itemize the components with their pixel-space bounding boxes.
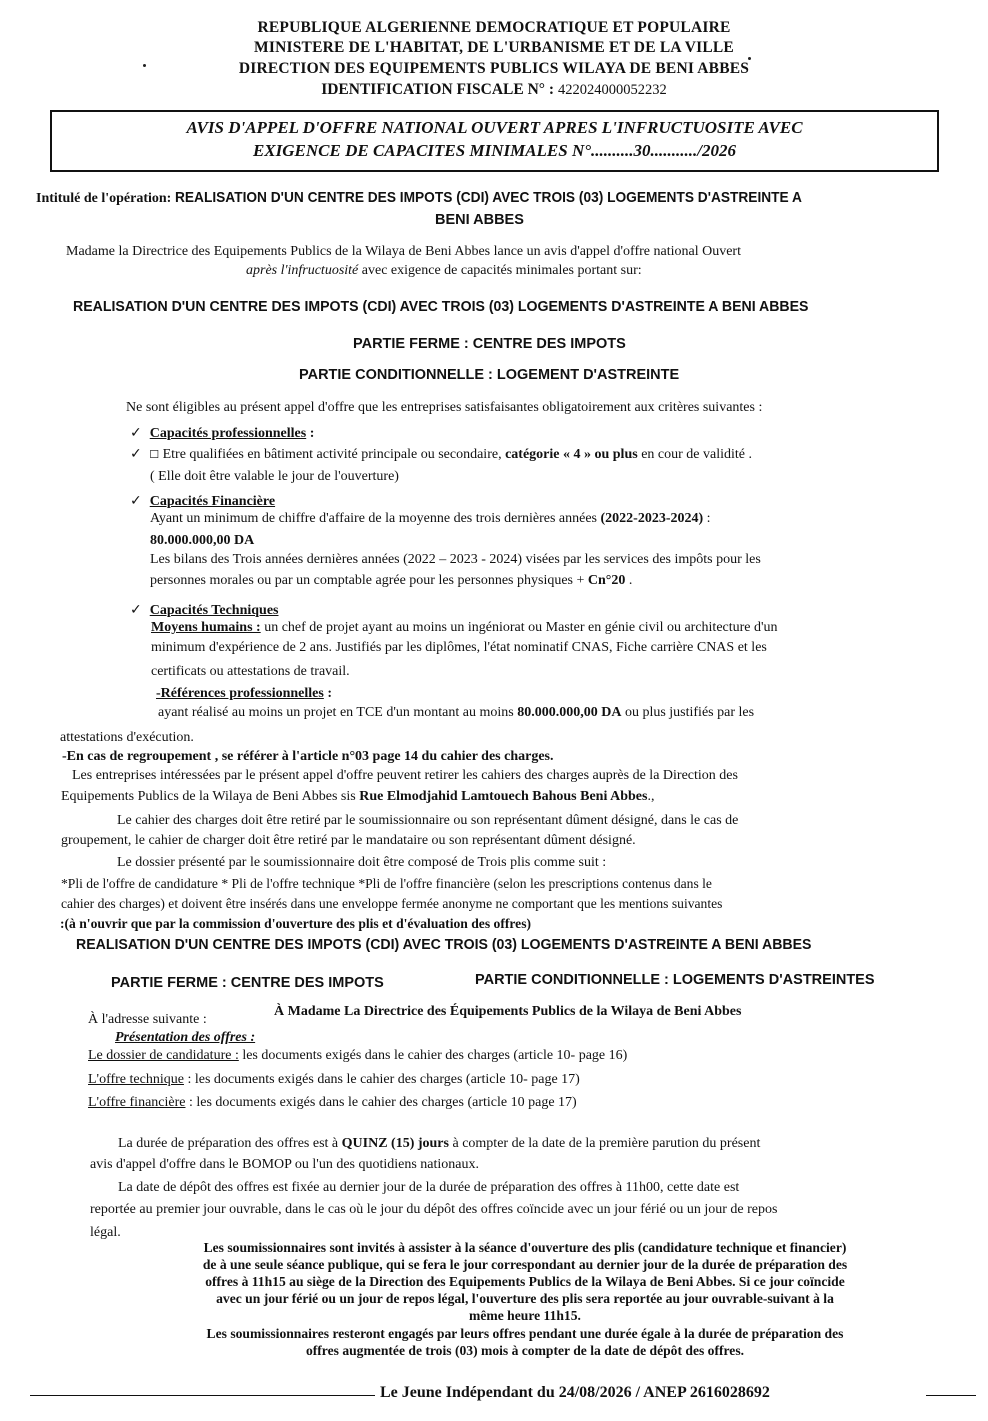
- fin-line4: [150, 573, 632, 589]
- retrait-line1: Les entreprises intéressées par le présent appel d'offre peuvent retirer les cahiers des charges auprès de la Direction des: [72, 768, 738, 783]
- eligibility-intro: Ne sont éligibles au présent appel d'offre que les entreprises satisfaisantes obligatoirement aux critères suivantes :: [126, 400, 763, 415]
- header-ministry: MINISTERE DE L'HABITAT, DE L'URBANISME ET DE LA VILLE: [254, 39, 734, 56]
- footer-publication: Le Jeune Indépendant du 24/08/2026 / ANEP 2616028692: [380, 1384, 770, 1401]
- prof-line2: ( Elle doit être valable le jour de l'ouverture): [150, 469, 399, 484]
- retrait-line4: groupement, le cahier de charger doit être retiré par le mandataire ou son représentant dûment désigné.: [61, 833, 636, 848]
- project-partie-ferme: PARTIE FERME : CENTRE DES IMPOTS: [353, 336, 626, 352]
- operation-label: Intitulé de l'opération:: [36, 191, 172, 206]
- ouverture-line2: de à une seule séance publique, qui se fera le jour correspondant au dernier jour de la durée de préparation des: [202, 1257, 848, 1272]
- ref-title: [156, 686, 332, 702]
- depot-line3: légal.: [90, 1225, 121, 1240]
- fin-line1: [150, 511, 711, 527]
- moyens-text: un chef de projet ayant au moins un ingéniorat ou Master en génie civil ou architecture d'un: [260, 620, 778, 635]
- intro-rest: avec exigence de capacités minimales portant sur:: [358, 263, 642, 278]
- ouverture-line5: même heure 11h15.: [469, 1308, 581, 1323]
- intro-italic: après l'infructuosité: [246, 263, 359, 278]
- fin-line4-end: .: [625, 573, 633, 588]
- check-icon: ✓: [130, 425, 142, 441]
- envelope-title: REALISATION D'UN CENTRE DES IMPOTS (CDI) AVEC TROIS (03) LOGEMENTS D'ASTREINTE A BENI ABBES: [76, 936, 812, 953]
- moyens-line3: certificats ou attestations de travail.: [151, 664, 350, 679]
- ouverture-line4: avec un jour férié ou un jour de repos légal, l'ouverture des plis sera reportée au jour ouvrable-suivant à la: [216, 1291, 834, 1306]
- adresse-label: À l'adresse suivante :: [88, 1012, 207, 1027]
- ouverture-line6: Les soumissionnaires resteront engagés par leurs offres pendant une durée égale à la durée de préparation des: [206, 1326, 844, 1341]
- retrait-line3: Le cahier des charges doit être retiré par le soumissionnaire ou son représentant dûment désigné, dans le cas de: [117, 813, 739, 828]
- ouverture-line3: offres à 11h15 au siège de la Direction des Equipements Publics de la Wilaya de Beni Abbes. Si ce jour coïncide: [205, 1274, 845, 1289]
- prof-line1: [130, 446, 752, 463]
- presentation-item-text: : les documents exigés dans le cahier des charges (article 10 page 17): [185, 1095, 577, 1110]
- retrait-line8: :(à n'ouvrir que par la commission d'ouverture des plis et d'évaluation des offres): [60, 916, 532, 931]
- intro-line2: [246, 263, 642, 279]
- check-icon: ✓: [130, 602, 142, 618]
- retrait-line6: *Pli de l'offre de candidature * Pli de l'offre technique *Pli de l'offre financière (selon les prescriptions contenus dans le: [61, 876, 712, 891]
- retrait-address: Rue Elmodjahid Lamtouech Bahous Beni Abbes: [359, 789, 648, 804]
- ref-line1-text: ayant réalisé au moins un projet en TCE d'un montant au moins: [158, 705, 518, 720]
- presentation-item-label: Le dossier de candidature :: [88, 1048, 239, 1063]
- duree-line1: [118, 1136, 760, 1152]
- fin-criteria: [130, 492, 275, 510]
- fin-line3: Les bilans des Trois années dernières années (2022 – 2023 - 2024) visées par les services des impôts pour les: [150, 552, 761, 567]
- fin-line4-text: personnes morales ou par un comptable agrée pour les personnes physiques +: [150, 573, 588, 588]
- header-direction: DIRECTION DES EQUIPEMENTS PUBLICS WILAYA DE BENI ABBES: [238, 60, 750, 77]
- check-icon: ✓: [130, 446, 142, 462]
- moyens-line2: minimum d'expérience de 2 ans. Justifiés par les diplômes, l'état nominatif CNAS, Fiche carrière CNAS et les: [151, 640, 767, 655]
- footer-rule-left: [30, 1395, 375, 1396]
- checkbox-icon: ☐: [149, 448, 160, 461]
- presentation-title: Présentation des offres :: [115, 1030, 256, 1045]
- duree-text: La durée de préparation des offres est à: [118, 1136, 342, 1151]
- header-republic: REPUBLIQUE ALGERIENNE DEMOCRATIQUE ET POPULAIRE: [257, 19, 731, 36]
- fin-colon: :: [703, 511, 711, 526]
- notice-title-line2: EXIGENCE DE CAPACITES MINIMALES N°..........30.........../2026: [252, 141, 737, 160]
- project-partie-conditionnelle: PARTIE CONDITIONNELLE : LOGEMENT D'ASTREINTE: [299, 367, 680, 383]
- fiscal-label: IDENTIFICATION FISCALE N° :: [321, 81, 555, 98]
- fin-title: Capacités Financière: [149, 494, 276, 509]
- depot-line2: reportée au premier jour ouvrable, dans le cas où le jour du dépôt des offres coïncide avec un jour férié ou un jour de repos: [90, 1202, 778, 1217]
- retrait-line2: [61, 789, 654, 805]
- moyens-label: Moyens humains :: [151, 620, 261, 635]
- fin-cn20: Cn°20: [587, 573, 626, 588]
- prof-title: Capacités professionnelles: [149, 426, 307, 441]
- fin-amount: 80.000.000,00 DA: [150, 533, 255, 548]
- duree-value: QUINZ (15) jours: [341, 1136, 449, 1151]
- presentation-item-text: les documents exigés dans le cahier des charges (article 10- page 16): [238, 1048, 628, 1063]
- header-fiscal: [0, 81, 988, 99]
- footer-rule-right: [926, 1395, 976, 1396]
- depot-line1: La date de dépôt des offres est fixée au dernier jour de la durée de préparation des offres à 11h00, cette date est: [118, 1180, 740, 1195]
- operation-title-line2: BENI ABBES: [435, 212, 524, 228]
- prof-category: catégorie « 4 » ou plus: [505, 447, 638, 462]
- duree-line2: avis d'appel d'offre dans le BOMOP ou l'un des quotidiens nationaux.: [90, 1157, 480, 1172]
- operation-line1: [36, 189, 842, 207]
- presentation-item-text: : les documents exigés dans le cahier des charges (article 10- page 17): [183, 1072, 580, 1087]
- tech-criteria: [130, 601, 278, 619]
- retrait-line5: Le dossier présenté par le soumissionnaire doit être composé de Trois plis comme suit :: [117, 855, 607, 870]
- tech-title: Capacités Techniques: [149, 603, 279, 618]
- prof-line1-end: en cour de validité .: [637, 447, 752, 462]
- fin-years: (2022-2023-2024): [600, 511, 704, 526]
- operation-title: REALISATION D'UN CENTRE DES IMPOTS (CDI) AVEC TROIS (03) LOGEMENTS D'ASTREINTE A: [175, 190, 803, 206]
- envelope-partie-conditionnelle: PARTIE CONDITIONNELLE : LOGEMENTS D'ASTREINTES: [475, 972, 875, 988]
- ref-line1-end: ou plus justifiés par les: [621, 705, 755, 720]
- check-icon: ✓: [130, 493, 142, 509]
- duree-text-end: à compter de la date de la première parution du présent: [448, 1136, 761, 1151]
- retrait-line2-end: .,: [647, 789, 655, 804]
- ref-line1: [158, 705, 754, 721]
- presentation-item-label: L'offre technique: [88, 1072, 184, 1087]
- presentation-item-candidature: [88, 1048, 627, 1064]
- regroupement-note: -En cas de regroupement , se référer à l'article n°03 page 14 du cahier des charges.: [62, 749, 554, 764]
- presentation-item-financiere: [88, 1095, 577, 1111]
- fiscal-number: 422024000052232: [558, 82, 667, 98]
- ref-colon: :: [323, 686, 333, 701]
- intro-line1: Madame la Directrice des Equipements Publics de la Wilaya de Beni Abbes lance un avis d'appel d'offre national Ouvert: [66, 244, 741, 259]
- envelope-partie-ferme: PARTIE FERME : CENTRE DES IMPOTS: [111, 975, 384, 991]
- fin-line1-text: Ayant un minimum de chiffre d'affaire de la moyenne des trois dernières années: [150, 511, 601, 526]
- retrait-line7: cahier des charges) et doivent être insérés dans une enveloppe fermée anonyme ne comportant que les mentions suivantes: [61, 896, 723, 911]
- project-title: REALISATION D'UN CENTRE DES IMPOTS (CDI) AVEC TROIS (03) LOGEMENTS D'ASTREINTE A BENI ABBES: [73, 298, 809, 315]
- presentation-item-label: L'offre financière: [88, 1095, 186, 1110]
- ref-label: -Références professionnelles: [156, 686, 324, 701]
- prof-line1-text: Etre qualifiées en bâtiment activité principale ou secondaire,: [162, 447, 506, 462]
- moyens-line1: [151, 620, 778, 636]
- ref-amount: 80.000.000,00 DA: [517, 705, 622, 720]
- adresse-value: À Madame La Directrice des Équipements Publics de la Wilaya de Beni Abbes: [274, 1004, 742, 1019]
- ouverture-line7: offres augmentée de trois (03) mois à compter de la date de dépôt des offres.: [305, 1343, 745, 1358]
- ouverture-line1: Les soumissionnaires sont invités à assister à la séance d'ouverture des plis (candidature technique et financier): [203, 1240, 847, 1255]
- notice-title-line1: AVIS D'APPEL D'OFFRE NATIONAL OUVERT APRES L'INFRUCTUOSITE AVEC: [186, 118, 803, 137]
- prof-colon: :: [306, 426, 315, 441]
- presentation-item-technique: [88, 1072, 580, 1088]
- ref-line2: attestations d'exécution.: [60, 730, 194, 745]
- prof-criteria: [130, 424, 314, 442]
- retrait-line2-text: Equipements Publics de la Wilaya de Beni Abbes sis: [61, 789, 360, 804]
